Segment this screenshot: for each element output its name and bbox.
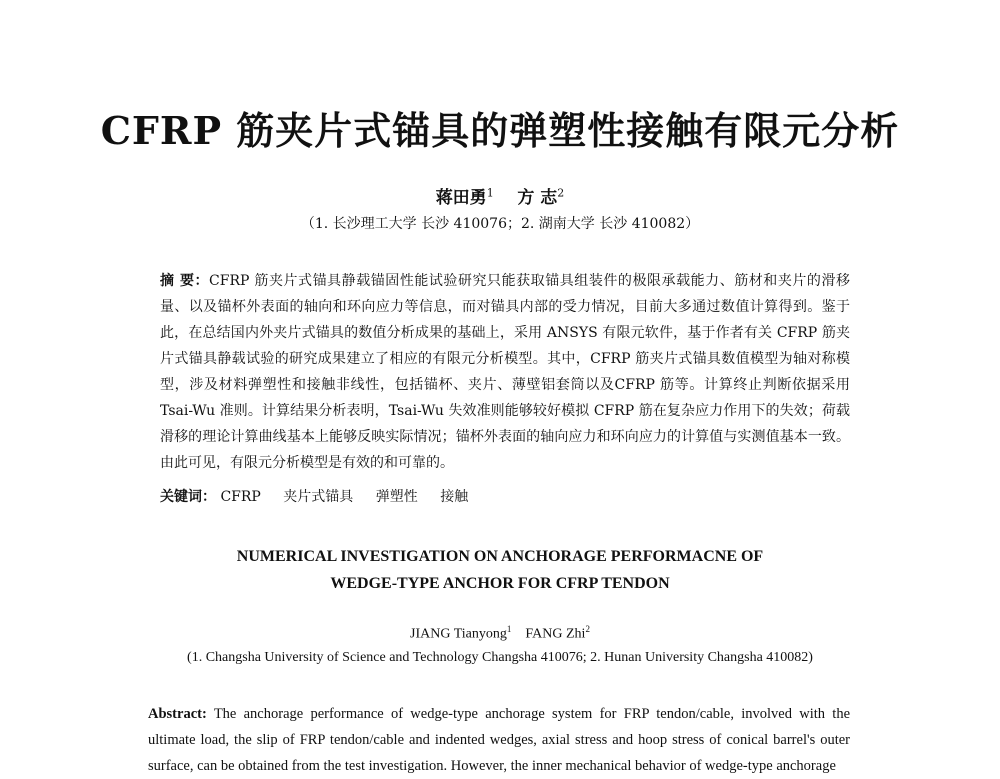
chinese-abstract-text: CFRP 筋夹片式锚具静载锚固性能试验研究只能获取锚具组装件的极限承载能力、筋材和夹片的滑移量、以及锚杯外表面的轴向和环向应力等信息，而对锚具内部的受力情况，目前大多通过数值计算得到。鉴于此，在总结国内外夹片式锚具的数值分析成果的基础上，采用 ANSYS 有限元软件，基于作者有关 CFRP 筋夹片式锚具静载试验的研究成果建立了相应的有限元分析模型。其中，CFRP 筋夹片式锚具数值模型为轴对称模型，涉及材料弹塑性和接触非线性，包括锚杯、夹片、薄壁铝套筒以及CFRP 筋等。计算终止判断依据采用 Tsai-Wu 准则。计算结果分析表明，Tsai-Wu 失效准则能够较好模拟 CFRP 筋在复杂应力作用下的失效；荷载滑移的理论计算曲线基本上能够反映实际情况；锚杯外表面的轴向应力和环向应力的计算值与实测值基本一致。由此可见，有限元分析模型是有效的和可靠的。 [160, 273, 851, 471]
english-author-1-affil-mark: 1 [506, 624, 512, 634]
keyword: 夹片式锚具 [283, 489, 354, 505]
english-title [0, 543, 1000, 597]
english-authors [0, 624, 1000, 643]
chinese-affiliation: （1. 长沙理工大学 长沙 410076；2. 湖南大学 长沙 410082） [300, 216, 700, 232]
english-abstract [148, 701, 850, 779]
english-affiliation: (1. Changsha University of Science and Technology Changsha 410076; 2. Hunan University Changsha 410082) [187, 650, 813, 665]
chinese-author-2: 方 志 [517, 188, 558, 208]
english-author-2-affil-mark: 2 [585, 624, 590, 634]
keyword: 接触 [440, 489, 469, 505]
english-abstract-text: The anchorage performance of wedge-type anchorage system for FRP tendon/cable, involved with the ultimate load, the slip of FRP tendon/cable and indented wedges, axial stress and hoop stress of conical barrel's outer surface, can be obtained from the test investigation. However, the inner mechanical behavior of wedge-type anchorage [148, 706, 851, 774]
chinese-keywords [160, 487, 850, 507]
chinese-authors [0, 183, 1000, 208]
english-author-2: FANG Zhi [525, 626, 586, 642]
english-abstract-label: Abstract: [148, 706, 207, 722]
chinese-author-1-affil-mark: 1 [486, 186, 494, 200]
keyword: CFRP [220, 489, 261, 505]
chinese-abstract-label: 摘 要： [160, 273, 210, 289]
chinese-author-2-affil-mark: 2 [557, 186, 565, 200]
chinese-author-1: 蒋田勇 [435, 188, 487, 208]
english-title-line-1: NUMERICAL INVESTIGATION ON ANCHORAGE PERFORMACNE OF [236, 548, 764, 565]
chinese-keywords-label: 关键词： [160, 489, 216, 505]
english-author-1: JIANG Tianyong [410, 626, 507, 642]
chinese-abstract [160, 268, 850, 476]
keyword: 弹塑性 [375, 489, 418, 505]
chinese-title: CFRP 筋夹片式锚具的弹塑性接触有限元分析 [100, 108, 900, 153]
english-title-line-2: WEDGE-TYPE ANCHOR FOR CFRP TENDON [330, 575, 670, 592]
